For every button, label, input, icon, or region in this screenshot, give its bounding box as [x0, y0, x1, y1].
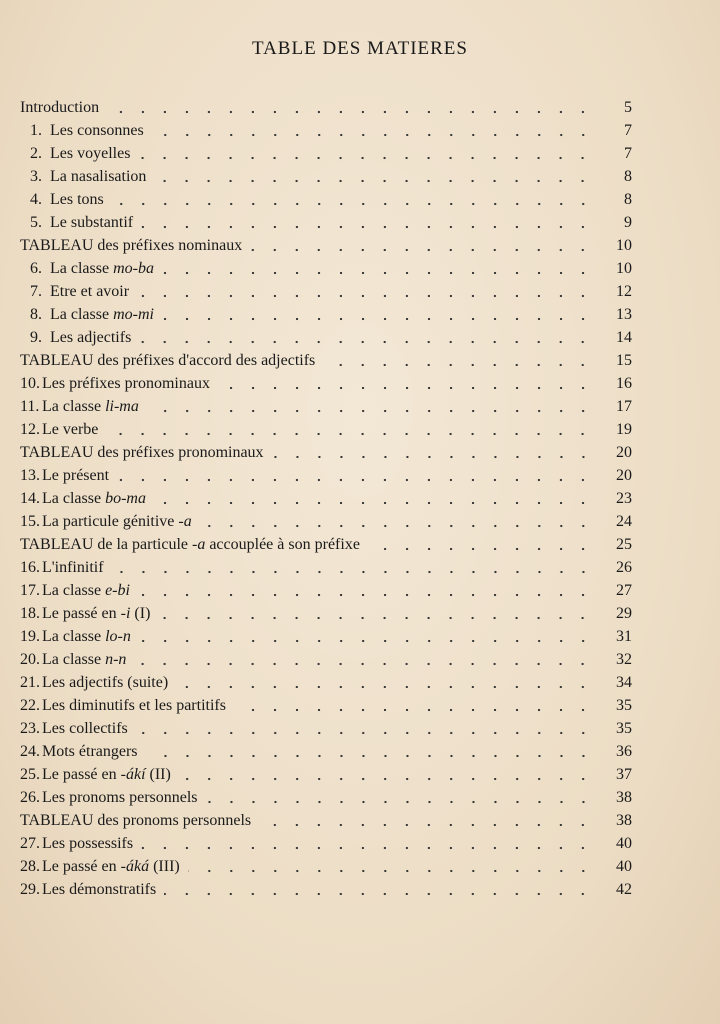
dot-leader — [141, 846, 594, 850]
toc-entry-text: Les pronoms personnels — [42, 789, 198, 806]
toc-entry-label — [20, 418, 98, 441]
toc-entry — [20, 142, 632, 165]
toc-entry-text: Les tons — [50, 191, 104, 208]
toc-entry-text: Mots étrangers — [42, 743, 138, 760]
toc-entry-text: Les adjectifs — [50, 329, 132, 346]
toc-entry — [20, 602, 632, 625]
toc-entry-italic-term: e-bi — [105, 582, 130, 599]
toc-entry-page-number: 17 — [616, 398, 632, 415]
toc-entry-number: 26. — [20, 789, 40, 806]
toc-entry-page-number: 26 — [616, 559, 632, 576]
toc-entry — [20, 372, 632, 395]
toc-entry — [20, 303, 632, 326]
toc-entry-label — [20, 188, 104, 211]
toc-entry-number: 5. — [30, 214, 42, 231]
toc-entry-page-number: 32 — [616, 651, 632, 668]
dot-leader — [146, 754, 594, 758]
toc-entry-label — [20, 372, 210, 395]
toc-entry — [20, 740, 632, 763]
page-title: TABLE DES MATIERES — [252, 38, 468, 59]
toc-entry-page-number: 38 — [616, 789, 632, 806]
toc-entry — [20, 510, 632, 533]
toc-entry-label — [20, 280, 129, 303]
toc-entry-text: La classe — [42, 628, 106, 645]
toc-entry — [20, 671, 632, 694]
toc-entry-number: 29. — [20, 881, 40, 898]
dot-leader — [138, 593, 594, 597]
toc-entry-italic-term: li-ma — [105, 398, 139, 415]
dot-leader — [323, 363, 594, 367]
dot-leader — [176, 685, 594, 689]
toc-entry — [20, 165, 632, 188]
dot-leader — [250, 248, 594, 252]
toc-entry — [20, 234, 632, 257]
toc-entry-label — [20, 717, 128, 740]
toc-entry-page-number: 37 — [616, 766, 632, 783]
toc-entry-text: Etre et avoir — [50, 283, 130, 300]
toc-entry — [20, 418, 632, 441]
toc-entry-italic-term: lo-n — [105, 628, 131, 645]
toc-entry-label — [20, 809, 251, 832]
toc-entry-number: 9. — [30, 329, 42, 346]
toc-entry-number: 22. — [20, 697, 40, 714]
toc-entry-italic-term: -a — [178, 513, 192, 530]
toc-entry-label — [20, 349, 315, 372]
toc-entry-number: 19. — [20, 628, 40, 645]
dot-leader — [107, 110, 594, 114]
toc-entry-page-number: 27 — [616, 582, 632, 599]
toc-entry — [20, 326, 632, 349]
dot-leader — [218, 386, 594, 390]
dot-leader — [368, 547, 594, 551]
toc-entry-text: Les démonstratifs — [42, 881, 157, 898]
dot-leader — [188, 869, 594, 873]
toc-entry-number: 14. — [20, 490, 40, 507]
dot-leader — [206, 800, 594, 804]
toc-entry-label — [20, 740, 138, 763]
toc-entry-label — [20, 556, 104, 579]
dot-leader — [106, 432, 594, 436]
toc-entry-text: La classe — [42, 582, 106, 599]
dot-leader — [259, 823, 594, 827]
toc-entry-number: 6. — [30, 260, 42, 277]
toc-entry-text: Le substantif — [50, 214, 134, 231]
toc-entry — [20, 579, 632, 602]
toc-entry-label — [20, 786, 198, 809]
toc-entry-number: 10. — [20, 375, 40, 392]
dot-leader — [138, 156, 594, 160]
toc-entry-number: 28. — [20, 858, 40, 875]
toc-entry-page-number: 5 — [624, 99, 632, 116]
toc-entry-label — [20, 878, 156, 901]
toc-entry-italic-term: mo-mi — [113, 306, 154, 323]
toc-entry-page-number: 14 — [616, 329, 632, 346]
toc-entry-number: 12. — [20, 421, 40, 438]
toc-entry-suffix: (I) — [130, 605, 151, 622]
toc-entry-number: 27. — [20, 835, 40, 852]
toc-entry-page-number: 23 — [616, 490, 632, 507]
toc-entry-number: 24. — [20, 743, 40, 760]
toc-entry-text: Les possessifs — [42, 835, 134, 852]
toc-entry-text: La classe — [42, 398, 106, 415]
toc-entry-page-number: 10 — [616, 260, 632, 277]
toc-entry-text: Les voyelles — [50, 145, 131, 162]
toc-entry-number: 13. — [20, 467, 40, 484]
toc-entry-number: 1. — [30, 122, 42, 139]
toc-entry — [20, 786, 632, 809]
toc-entry-page-number: 36 — [616, 743, 632, 760]
toc-entry — [20, 464, 632, 487]
dot-leader — [154, 501, 594, 505]
toc-entry-label — [20, 533, 360, 556]
toc-entry-label — [20, 464, 109, 487]
toc-entry-label — [20, 832, 133, 855]
toc-entry-text: TABLEAU des préfixes d'accord des adjectifs — [20, 352, 316, 369]
toc-entry-label — [20, 510, 192, 533]
dot-leader — [152, 133, 594, 137]
toc-entry — [20, 648, 632, 671]
toc-entry-italic-term: bo-ma — [105, 490, 146, 507]
toc-entry — [20, 717, 632, 740]
toc-entry — [20, 487, 632, 510]
toc-entry-number: 21. — [20, 674, 40, 691]
toc-entry-label — [20, 694, 226, 717]
toc-entry-number: 7. — [30, 283, 42, 300]
toc-entry-page-number: 35 — [616, 697, 632, 714]
toc-entry-label — [20, 119, 144, 142]
toc-entry — [20, 832, 632, 855]
toc-entry — [20, 349, 632, 372]
toc-entry-label — [20, 257, 154, 280]
toc-entry-text: La nasalisation — [50, 168, 147, 185]
toc-entry-label — [20, 96, 99, 119]
toc-entry-page-number: 8 — [624, 191, 632, 208]
toc-entry-label — [20, 855, 180, 878]
dot-leader — [162, 271, 594, 275]
toc-entry-page-number: 20 — [616, 444, 632, 461]
dot-leader — [137, 294, 594, 298]
toc-entry — [20, 809, 632, 832]
toc-entry-text: TABLEAU de la particule — [20, 536, 192, 553]
toc-entry-label — [20, 579, 130, 602]
dot-leader — [136, 731, 594, 735]
toc-entry — [20, 96, 632, 119]
toc-entry-page-number: 35 — [616, 720, 632, 737]
toc-entry-page-number: 15 — [616, 352, 632, 369]
toc-entry-number: 23. — [20, 720, 40, 737]
toc-entry-page-number: 31 — [616, 628, 632, 645]
toc-entry-label — [20, 763, 171, 786]
toc-entry-text: Le passé en — [42, 766, 121, 783]
dot-leader — [139, 340, 594, 344]
toc-entry-label — [20, 326, 131, 349]
toc-entry-label — [20, 602, 150, 625]
toc-entry-number: 11. — [20, 398, 40, 415]
toc-entry-suffix: accouplée à son préfixe — [205, 536, 360, 553]
dot-leader — [139, 639, 594, 643]
toc-entry — [20, 211, 632, 234]
toc-entry-page-number: 40 — [616, 835, 632, 852]
dot-leader — [179, 777, 594, 781]
toc-entry — [20, 395, 632, 418]
toc-entry-text: Les préfixes pronominaux — [42, 375, 210, 392]
toc-entry — [20, 188, 632, 211]
toc-entry — [20, 533, 632, 556]
toc-entry-number: 25. — [20, 766, 40, 783]
toc-entry-text: La classe — [42, 651, 106, 668]
toc-entry-text: TABLEAU des pronoms personnels — [20, 812, 252, 829]
toc-entry-page-number: 19 — [616, 421, 632, 438]
toc-entry-italic-term: -ákí — [120, 766, 146, 783]
dot-leader — [272, 455, 594, 459]
toc-entry-label — [20, 648, 126, 671]
toc-entry-page-number: 40 — [616, 858, 632, 875]
toc-entry-page-number: 7 — [624, 122, 632, 139]
toc-entry-page-number: 7 — [624, 145, 632, 162]
toc-entry-page-number: 42 — [616, 881, 632, 898]
dot-leader — [112, 570, 594, 574]
toc-entry — [20, 694, 632, 717]
dot-leader — [158, 616, 594, 620]
toc-entry-label — [20, 142, 130, 165]
toc-entry-page-number: 25 — [616, 536, 632, 553]
toc-entry-label — [20, 671, 168, 694]
toc-entry-text: Les diminutifs et les partitifs — [42, 697, 226, 714]
toc-entry-page-number: 12 — [616, 283, 632, 300]
toc-entry-suffix: (III) — [149, 858, 180, 875]
toc-entry — [20, 855, 632, 878]
toc-entry-text: Les consonnes — [50, 122, 144, 139]
toc-entry-label — [20, 441, 264, 464]
toc-entry-text: Le verbe — [42, 421, 99, 438]
toc-entry-label — [20, 165, 146, 188]
toc-entry-text: La classe — [42, 490, 106, 507]
toc-entry-number: 2. — [30, 145, 42, 162]
toc-entry-text: Les adjectifs (suite) — [42, 674, 169, 691]
toc-entry-number: 16. — [20, 559, 40, 576]
toc-entry-number: 3. — [30, 168, 42, 185]
dot-leader — [147, 409, 594, 413]
toc-entry-page-number: 38 — [616, 812, 632, 829]
toc-entry-text: Introduction — [20, 99, 100, 116]
table-of-contents — [20, 96, 632, 901]
dot-leader — [234, 708, 594, 712]
dot-leader — [154, 179, 594, 183]
toc-entry-text: La classe — [50, 260, 114, 277]
toc-entry-page-number: 34 — [616, 674, 632, 691]
toc-entry-text: La particule génitive — [42, 513, 179, 530]
dot-leader — [162, 317, 594, 321]
toc-entry-label — [20, 487, 146, 510]
dot-leader — [200, 524, 594, 528]
toc-entry-number: 20. — [20, 651, 40, 668]
toc-entry-italic-term: n-n — [105, 651, 127, 668]
toc-entry-label — [20, 625, 131, 648]
toc-entry-number: 15. — [20, 513, 40, 530]
toc-entry-page-number: 29 — [616, 605, 632, 622]
toc-entry-number: 4. — [30, 191, 42, 208]
toc-entry-page-number: 10 — [616, 237, 632, 254]
toc-entry — [20, 257, 632, 280]
toc-entry-number: 17. — [20, 582, 40, 599]
toc-entry — [20, 280, 632, 303]
toc-entry-text: Le passé en — [42, 605, 121, 622]
dot-leader — [112, 202, 594, 206]
toc-entry-label — [20, 234, 242, 257]
dot-leader — [141, 225, 594, 229]
toc-entry-italic-term: -áká — [120, 858, 150, 875]
toc-entry-page-number: 8 — [624, 168, 632, 185]
toc-entry — [20, 878, 632, 901]
toc-entry-page-number: 9 — [624, 214, 632, 231]
toc-entry-page-number: 13 — [616, 306, 632, 323]
toc-entry-text: TABLEAU des préfixes pronominaux — [20, 444, 264, 461]
dot-leader — [134, 662, 594, 666]
toc-entry-number: 8. — [30, 306, 42, 323]
toc-entry-suffix: (II) — [145, 766, 171, 783]
toc-entry-text: L'infinitif — [42, 559, 104, 576]
toc-entry-italic-term: -i — [120, 605, 131, 622]
toc-entry — [20, 763, 632, 786]
toc-entry-text: Le passé en — [42, 858, 121, 875]
toc-entry-text: Le présent — [42, 467, 110, 484]
dot-leader — [117, 478, 594, 482]
toc-entry-number: 18. — [20, 605, 40, 622]
toc-entry-italic-term: mo-ba — [113, 260, 154, 277]
toc-entry — [20, 441, 632, 464]
dot-leader — [164, 892, 594, 896]
toc-entry-text: TABLEAU des préfixes nominaux — [20, 237, 243, 254]
toc-entry-label — [20, 211, 133, 234]
toc-entry-page-number: 24 — [616, 513, 632, 530]
toc-entry-page-number: 16 — [616, 375, 632, 392]
toc-entry-text: La classe — [50, 306, 114, 323]
toc-entry-label — [20, 303, 154, 326]
toc-entry-label — [20, 395, 139, 418]
toc-entry — [20, 119, 632, 142]
toc-entry-text: Les collectifs — [42, 720, 128, 737]
toc-entry-page-number: 20 — [616, 467, 632, 484]
toc-entry-italic-term: -a — [192, 536, 206, 553]
toc-entry — [20, 625, 632, 648]
toc-entry — [20, 556, 632, 579]
